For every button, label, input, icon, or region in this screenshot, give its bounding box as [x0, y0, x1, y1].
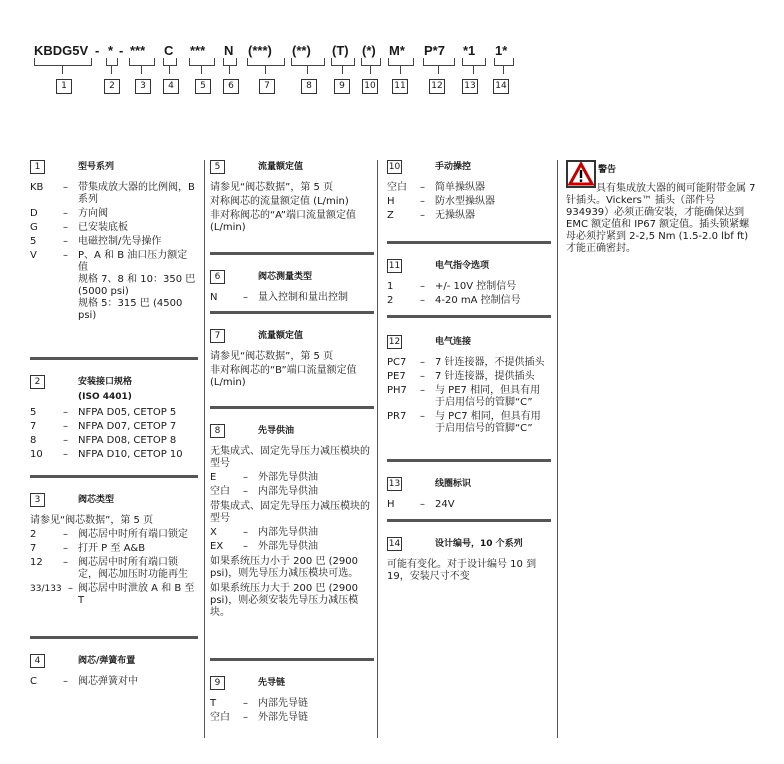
code-index-box: 10	[362, 79, 378, 94]
section-13	[387, 477, 549, 513]
text-line: 请参见“阀芯数据”，第 5 页	[210, 351, 334, 362]
list-item: 空白 – 外部先导链	[210, 712, 308, 723]
text-line: 如果系统压力大于 200 巴 (2900 psi)，则必须安装先导压力减压模块。	[210, 583, 359, 618]
section-intro: 请参见“阀芯数据”，第 5 页	[30, 515, 154, 526]
section-11	[387, 259, 549, 309]
list-item: 空白 – 简单操纵器	[387, 182, 485, 193]
list-item: PH7 – 与 PE7 相同，但具有用于启用信号的管脚“C”	[387, 385, 541, 408]
list-item: PE7 – 7 针连接器，提供插头	[387, 371, 535, 382]
code-segment: (T)	[332, 43, 349, 58]
code-index-box: 2	[104, 79, 120, 94]
list-item: KB – 带集成放大器的比例阀，B 系列	[30, 182, 195, 205]
section-title: 电气指令选项	[435, 261, 490, 271]
code-index-box: 5	[195, 79, 211, 94]
code-segment: KBDG5V	[34, 43, 89, 58]
section-title: 流量额定值	[258, 331, 304, 341]
section-title: 先导供油	[258, 426, 295, 436]
list-item: 10 – NFPA D10, CETOP 10	[30, 449, 183, 460]
section-subtitle: (ISO 4401)	[78, 392, 132, 402]
code-index-box: 13	[462, 79, 478, 94]
section-title: 阀芯/弹簧布置	[78, 656, 136, 666]
section-number: 4	[30, 654, 45, 668]
section-2	[30, 375, 196, 463]
list-item: 5 – NFPA D05, CETOP 5	[30, 407, 177, 418]
list-item: H – 24V	[387, 499, 455, 510]
code-segment: 1*	[495, 43, 508, 58]
code-index-box: 9	[334, 79, 350, 94]
text-line: 对称阀芯的流量额定值 (L/min)	[210, 196, 349, 207]
section-3	[30, 493, 196, 609]
code-segment: (**)	[292, 43, 311, 58]
text-line: 请参见“阀芯数据”，第 5 页	[210, 182, 334, 193]
code-segment: ***	[190, 43, 206, 58]
section-number: 13	[388, 479, 401, 489]
list-item: G – 已安装底板	[30, 222, 128, 233]
list-item: T – 内部先导链	[210, 698, 308, 709]
section-title: 线圈标识	[435, 479, 472, 489]
section-title: 安装接口规格	[78, 377, 133, 387]
text-line: 可能有变化。对于设计编号 10 到 19，安装尺寸不变	[387, 559, 537, 582]
section-10	[387, 160, 549, 224]
code-index-box: 11	[392, 79, 408, 94]
code-segment: N	[224, 43, 234, 58]
list-item: V – P、A 和 B 油口压力额定值 规格 7、8 和 10：350 巴 (5000 psi) 规格 5：315 巴 (4500 psi)	[30, 250, 196, 321]
model-code-row	[34, 43, 754, 103]
section-title: 手动操控	[435, 162, 472, 172]
section-number: 9	[210, 676, 225, 690]
list-item: 5 – 电磁控制/先导操作	[30, 236, 162, 247]
code-segment: P*7	[424, 43, 445, 58]
code-index-box: 7	[259, 79, 275, 94]
section-number: 7	[210, 329, 225, 343]
code-index-box: 4	[163, 79, 179, 94]
warning-text: 具有集成放大器的阀可能附带金属 7 针插头。Vickers™ 插头（部件号 934939）必须正确安装，才能确保达到 EMC 额定值和 IP67 额定值。插头锁紧螺母必须拧紧到 2-2,5 Nm (1.5-2.0 lbf ft) 才能正确密封。	[566, 183, 756, 254]
section-title: 型号系列	[78, 162, 115, 172]
list-item: Z – 无操纵器	[387, 210, 475, 221]
code-segment: (***)	[248, 43, 272, 58]
section-14	[387, 537, 549, 585]
section-6	[210, 270, 370, 306]
section-title: 设计编号，10 个系列	[435, 539, 523, 549]
section-1	[30, 160, 196, 324]
section-9	[210, 676, 370, 726]
code-segment: -	[95, 43, 100, 58]
list-item: C – 阀芯弹簧对中	[30, 676, 138, 687]
code-segment: *	[108, 43, 114, 58]
section-number: 10	[388, 162, 401, 172]
text-line: 无集成式、固定先导压力减压模块的型号	[210, 446, 370, 469]
section-number: 2	[30, 375, 45, 389]
list-item: EX – 外部先导供油	[210, 541, 318, 552]
section-number: 5	[210, 160, 225, 174]
code-index-box: 6	[223, 79, 239, 94]
section-title: 流量额定值	[258, 162, 304, 172]
list-item: 7 – 打开 P 至 A&B	[30, 543, 146, 554]
section-5	[210, 160, 370, 236]
code-segment: C	[164, 43, 174, 58]
text-line: 带集成式、固定先导压力减压模块的型号	[210, 501, 370, 524]
list-item: 2 – 阀芯居中时所有端口锁定	[30, 529, 188, 540]
section-12	[387, 335, 549, 437]
warning-title: 警告	[598, 165, 617, 175]
section-title: 阀芯测量类型	[258, 272, 313, 282]
list-item: 8 – NFPA D08, CETOP 8	[30, 435, 177, 446]
list-item: 1 – +/- 10V 控制信号	[387, 281, 517, 292]
list-item: 33/133 – 阀芯居中时泄放 A 和 B 至 T	[30, 583, 195, 606]
section-number: 6	[210, 270, 225, 284]
section-number: 11	[388, 261, 401, 271]
section-number: 3	[30, 493, 45, 507]
section-4	[30, 654, 196, 690]
list-item: PC7 – 7 针连接器，不提供插头	[387, 357, 545, 368]
code-index-box: 3	[135, 79, 151, 94]
list-item: 7 – NFPA D07, CETOP 7	[30, 421, 177, 432]
list-item: E – 外部先导供油	[210, 472, 318, 483]
code-index-box: 1	[56, 79, 72, 94]
code-segment: *1	[463, 43, 476, 58]
section-title: 电气连接	[435, 337, 472, 347]
list-item: PR7 – 与 PC7 相同，但具有用于启用信号的管脚“C”	[387, 411, 541, 434]
code-index-box: 12	[429, 79, 445, 94]
list-item: 空白 – 内部先导供油	[210, 486, 318, 497]
list-item: N – 量入控制和量出控制	[210, 292, 348, 303]
text-line: 非对称阀芯的“B”端口流量额定值 (L/min)	[210, 365, 357, 388]
section-7	[210, 329, 370, 391]
list-item: D – 方向阀	[30, 208, 108, 219]
section-8	[210, 424, 370, 621]
code-index-box: 8	[301, 79, 317, 94]
section-title: 先导链	[258, 678, 286, 688]
list-item: 12 – 阀芯居中时所有端口锁定，阀芯加压时功能再生	[30, 557, 188, 580]
code-index-box: 14	[493, 79, 509, 94]
code-segment: -	[119, 43, 124, 58]
text-line: 如果系统压力小于 200 巴 (2900 psi)，则先导压力减压模块可选。	[210, 556, 359, 579]
code-segment: M*	[389, 43, 405, 58]
section-number: 1	[30, 160, 45, 174]
text-line: 非对称阀芯的“A”端口流量额定值 (L/min)	[210, 210, 356, 233]
list-item: X – 内部先导供油	[210, 527, 318, 538]
section-number: 8	[210, 424, 225, 438]
section-number: 14	[388, 539, 401, 549]
section-number: 12	[388, 337, 401, 347]
code-segment: ***	[130, 43, 146, 58]
list-item: 2 – 4-20 mA 控制信号	[387, 295, 521, 306]
section-title: 阀芯类型	[78, 495, 115, 505]
list-item: H – 防水型操纵器	[387, 196, 495, 207]
code-segment: (*)	[362, 43, 376, 58]
